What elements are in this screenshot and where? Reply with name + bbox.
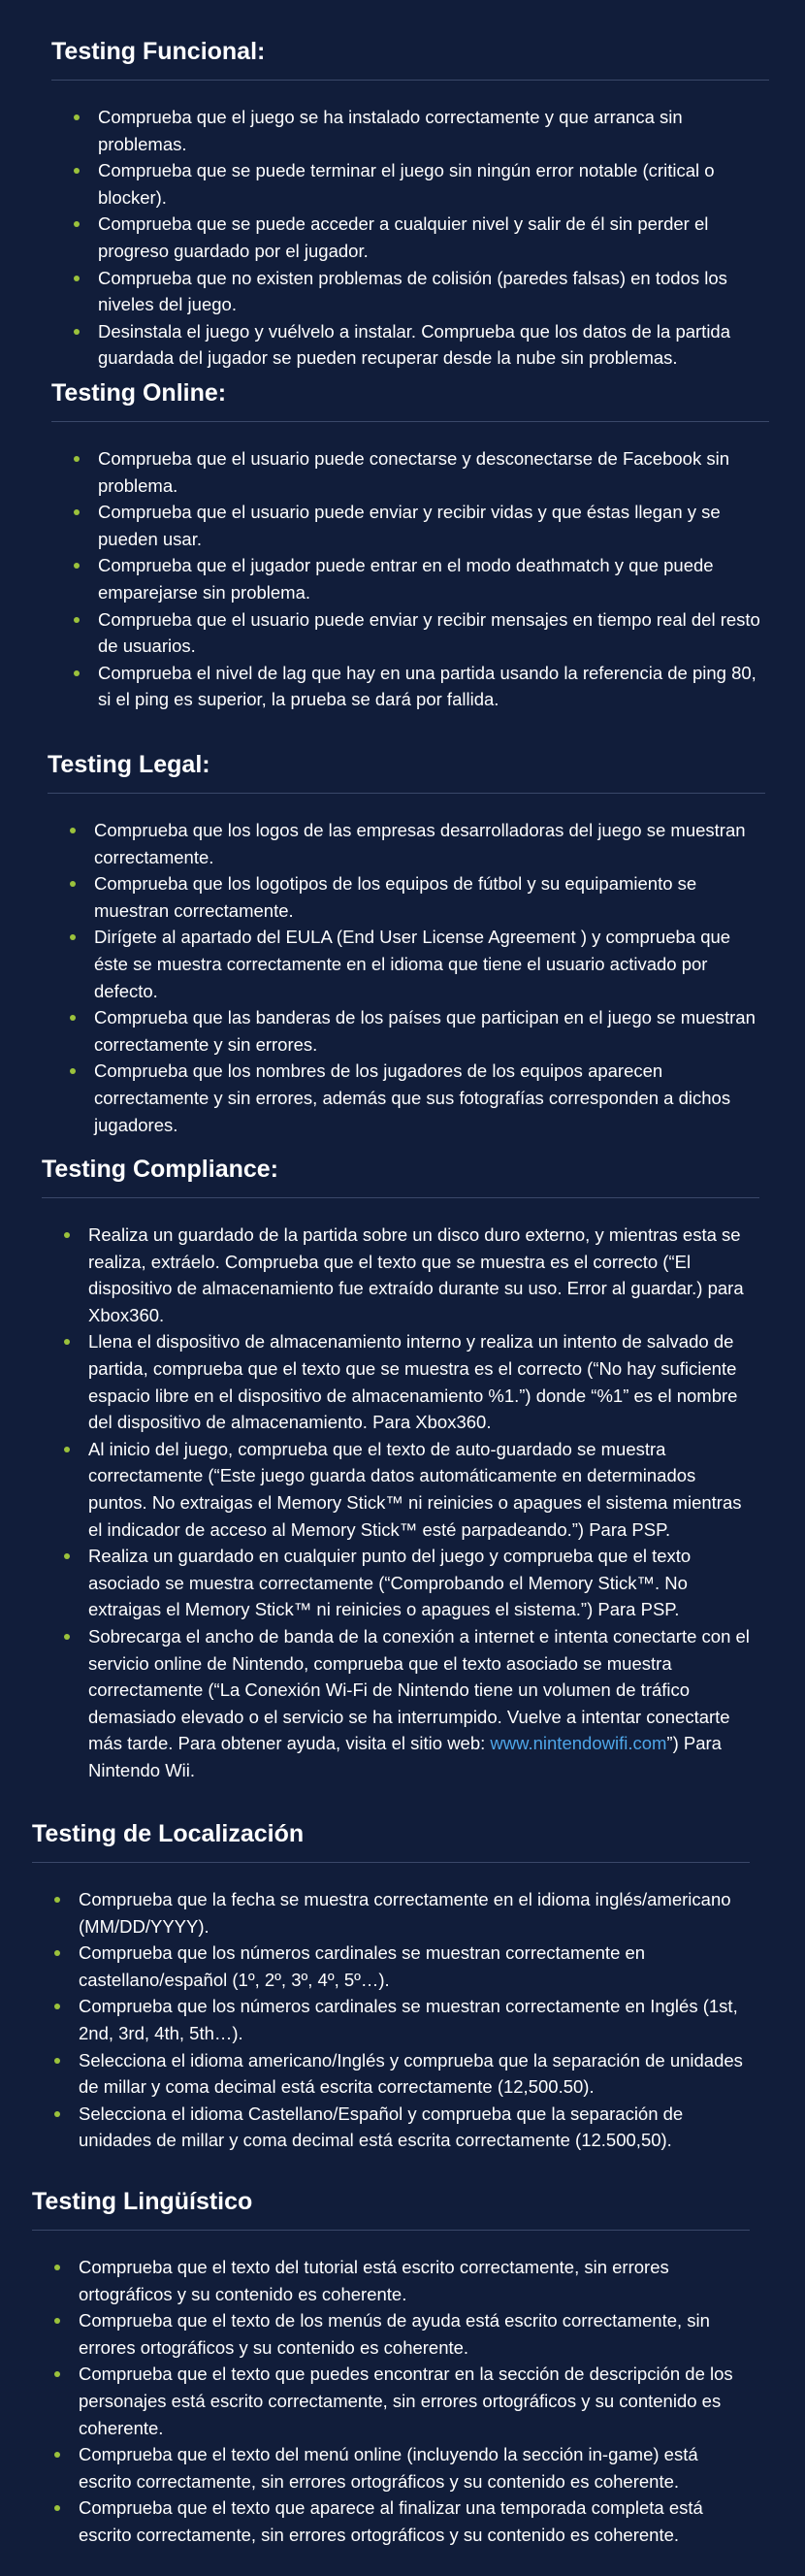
bullet-icon xyxy=(74,563,80,569)
item-list xyxy=(32,2254,750,2549)
section-title: Testing de Localización xyxy=(32,1820,305,1847)
item-list xyxy=(48,817,765,1138)
list-item: Comprueba que la fecha se muestra correctamente en el idioma inglés/americano (MM/DD/YYYY). xyxy=(32,1886,750,1940)
list-item: Comprueba que no existen problemas de colisión (paredes falsas) en todos los niveles del juego. xyxy=(51,265,769,318)
bullet-icon xyxy=(54,2505,60,2511)
bullet-icon xyxy=(54,2111,60,2117)
item-list xyxy=(32,1886,750,2154)
section-title: Testing Compliance: xyxy=(42,1156,279,1183)
divider xyxy=(32,1862,750,1863)
section-title: Testing Lingüístico xyxy=(32,2188,253,2215)
list-item: Comprueba que el juego se ha instalado correctamente y que arranca sin problemas. xyxy=(51,104,769,157)
bullet-icon xyxy=(74,617,80,623)
bullet-icon xyxy=(54,1950,60,1956)
list-item: Comprueba que el texto que puedes encontrar en la sección de descripción de los personajes está escrito correctamente, sin errores ortográficos y su contenido es coherente. xyxy=(32,2361,750,2441)
list-item: Comprueba que los números cardinales se muestran correctamente en castellano/español (1º, 2º, 3º, 4º, 5º…). xyxy=(32,1940,750,1993)
bullet-icon xyxy=(74,276,80,281)
bullet-icon xyxy=(74,670,80,676)
divider xyxy=(32,2230,750,2231)
list-item: Comprueba que el texto que aparece al finalizar una temporada completa está escrito correctamente, sin errores ortográficos y su contenido es coherente. xyxy=(32,2494,750,2548)
bullet-icon xyxy=(74,456,80,462)
list-item: Llena el dispositivo de almacenamiento interno y realiza un intento de salvado de partida, comprueba que el texto que se muestra es el correcto (“No hay suficiente espacio libre en el dispositivo de almacenamiento %1.”) donde “%1” es el nombre del dispositivo de almacenamiento. Para Xbox360. xyxy=(42,1328,759,1435)
list-item: Comprueba que las banderas de los países que participan en el juego se muestran correctamente y sin errores. xyxy=(48,1004,765,1058)
list-item: Selecciona el idioma americano/Inglés y comprueba que la separación de unidades de millar y coma decimal está escrita correctamente (12,500.50). xyxy=(32,2047,750,2101)
list-item: Comprueba que los nombres de los jugadores de los equipos aparecen correctamente y sin errores, además que sus fotografías corresponden a dichos jugadores. xyxy=(48,1058,765,1138)
section-testing-compliance xyxy=(42,1153,759,1783)
list-item: Comprueba que el texto del tutorial está escrito correctamente, sin errores ortográficos y su contenido es coherente. xyxy=(32,2254,750,2307)
section-title: Testing Online: xyxy=(51,379,227,407)
bullet-icon xyxy=(74,221,80,227)
list-item: Dirígete al apartado del EULA (End User License Agreement ) y comprueba que éste se muestra correctamente en el idioma que tiene el usuario activado por defecto. xyxy=(48,924,765,1004)
bullet-icon xyxy=(70,934,76,940)
list-item: Comprueba que el usuario puede enviar y recibir vidas y que éstas llegan y se pueden usar. xyxy=(51,499,769,552)
bullet-icon xyxy=(74,509,80,515)
list-item: Realiza un guardado de la partida sobre un disco duro externo, y mientras esta se realiza, extráelo. Comprueba que el texto que se muestra es el correcto (“El dispositivo de almacenamiento fue extraído durante su uso. Error al guardar.) para Xbox360. xyxy=(42,1222,759,1328)
list-item: Desinstala el juego y vuélvelo a instalar. Comprueba que los datos de la partida guardada del jugador se pueden recuperar desde la nube sin problemas. xyxy=(51,318,769,372)
bullet-icon xyxy=(70,1068,76,1074)
bullet-icon xyxy=(54,2004,60,2009)
section-testing-funcional xyxy=(51,35,769,372)
bullet-icon xyxy=(70,881,76,887)
divider xyxy=(51,421,769,422)
bullet-icon xyxy=(54,2318,60,2324)
list-item: Comprueba que el jugador puede entrar en el modo deathmatch y que puede emparejarse sin problema. xyxy=(51,552,769,605)
bullet-icon xyxy=(64,1553,70,1559)
item-list xyxy=(51,104,769,372)
section-title: Testing Legal: xyxy=(48,751,210,778)
list-item: Sobrecarga el ancho de banda de la conexión a internet e intenta conectarte con el servicio online de Nintendo, comprueba que el texto asociado se muestra correctamente (“La Conexión Wi-Fi de Nintendo tiene un volumen de tráfico demasiado elevado o el servicio se ha interrumpido. Vuelve a intentar conectarte más tarde. Para obtener ayuda, visita el sitio web: www.nintendowifi.com”) Para Nintendo Wii. xyxy=(42,1623,759,1784)
bullet-icon xyxy=(64,1232,70,1238)
list-item: Comprueba que se puede acceder a cualquier nivel y salir de él sin perder el progreso guardado por el jugador. xyxy=(51,211,769,264)
bullet-icon xyxy=(64,1634,70,1640)
list-item: Comprueba que los logos de las empresas desarrolladoras del juego se muestran correctamente. xyxy=(48,817,765,870)
section-title: Testing Funcional: xyxy=(51,38,266,65)
bullet-icon xyxy=(54,1897,60,1903)
bullet-icon xyxy=(74,168,80,174)
bullet-icon xyxy=(74,329,80,335)
list-item: Comprueba que los logotipos de los equipos de fútbol y su equipamiento se muestran correctamente. xyxy=(48,870,765,924)
list-item: Comprueba que los números cardinales se muestran correctamente en Inglés (1st, 2nd, 3rd, 4th, 5th…). xyxy=(32,1993,750,2046)
list-item: Comprueba que el texto de los menús de ayuda está escrito correctamente, sin errores ortográficos y su contenido es coherente. xyxy=(32,2307,750,2361)
bullet-icon xyxy=(70,828,76,833)
bullet-icon xyxy=(54,2058,60,2064)
list-item: Comprueba el nivel de lag que hay en una partida usando la referencia de ping 80, si el ping es superior, la prueba se dará por fallida. xyxy=(51,660,769,713)
list-item: Al inicio del juego, comprueba que el texto de auto-guardado se muestra correctamente (“Este juego guarda datos automáticamente en determinados puntos. No extraigas el Memory Stick™ ni reinicies o apagues el sistema mientras el indicador de acceso al Memory Stick™ esté parpadeando.”) Para PSP. xyxy=(42,1436,759,1543)
nintendo-wifi-link[interactable]: www.nintendowifi.com xyxy=(490,1733,667,1754)
divider xyxy=(48,793,765,794)
bullet-icon xyxy=(54,2371,60,2377)
list-item: Realiza un guardado en cualquier punto del juego y comprueba que el texto asociado se muestra correctamente (“Comprobando el Memory Stick™. No extraigas el Memory Stick™ ni reinicies o apagues el sistema.”) Para PSP. xyxy=(42,1543,759,1623)
item-list xyxy=(51,445,769,713)
list-item: Comprueba que el usuario puede enviar y recibir mensajes en tiempo real del resto de usuarios. xyxy=(51,606,769,660)
bullet-icon xyxy=(54,2452,60,2458)
bullet-icon xyxy=(54,2265,60,2270)
list-item: Comprueba que se puede terminar el juego sin ningún error notable (critical o blocker). xyxy=(51,157,769,211)
section-testing-online xyxy=(51,376,769,713)
item-list xyxy=(42,1222,759,1783)
section-testing-linguistico xyxy=(32,2185,750,2549)
bullet-icon xyxy=(64,1339,70,1345)
bullet-icon xyxy=(70,1015,76,1021)
bullet-icon xyxy=(74,114,80,120)
section-testing-localizacion xyxy=(32,1817,750,2154)
divider xyxy=(51,80,769,81)
list-item: Comprueba que el texto del menú online (incluyendo la sección in-game) está escrito correctamente, sin errores ortográficos y su contenido es coherente. xyxy=(32,2441,750,2494)
bullet-icon xyxy=(64,1447,70,1452)
section-testing-legal xyxy=(48,748,765,1138)
list-item: Comprueba que el usuario puede conectarse y desconectarse de Facebook sin problema. xyxy=(51,445,769,499)
list-item: Selecciona el idioma Castellano/Español y comprueba que la separación de unidades de millar y coma decimal está escrita correctamente (12.500,50). xyxy=(32,2101,750,2154)
divider xyxy=(42,1197,759,1198)
